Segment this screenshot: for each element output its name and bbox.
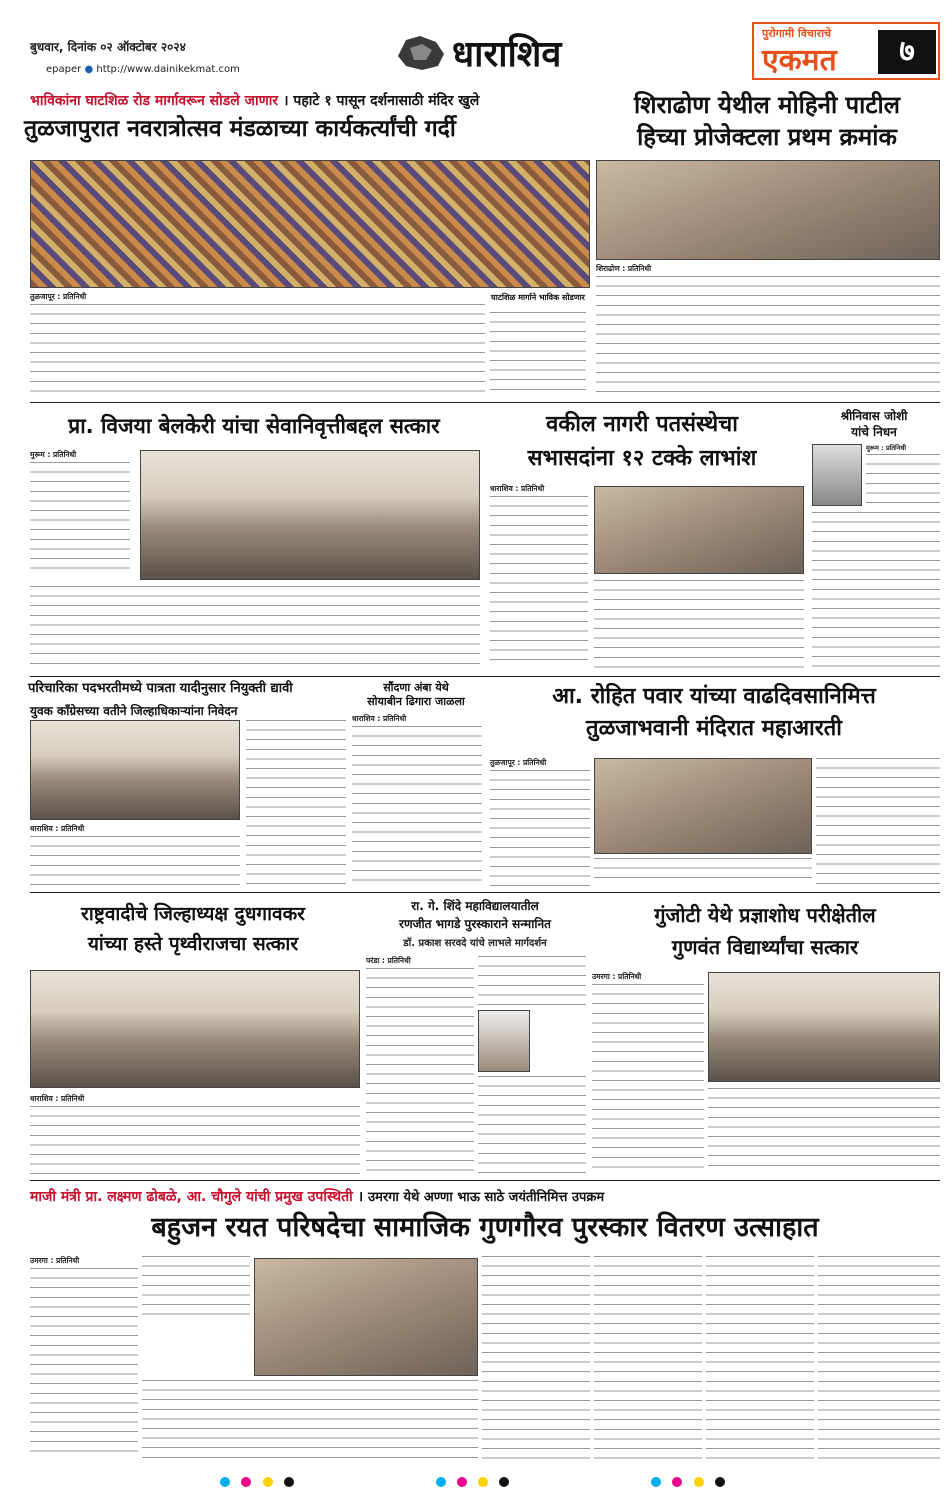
body-soundana <box>352 714 482 886</box>
text-lines <box>812 512 940 670</box>
byline-bahujan: उमरगा : प्रतिनिधी <box>30 1256 80 1265</box>
headline-rohit-2: तुळजाभवानी मंदिरात महाआरती <box>586 716 842 741</box>
body-nurse <box>30 824 240 886</box>
divider <box>30 1180 940 1181</box>
headline-nurse: परिचारिका पदभरतीमध्ये पात्रता यादीनुसार नियुक्ती द्यावी <box>28 681 293 696</box>
masthead <box>0 0 945 86</box>
headline-soundana-1: सौंदणा अंबा येथे <box>383 681 449 694</box>
photo-obituary-portrait <box>812 444 862 506</box>
photo-society-meeting <box>594 486 804 574</box>
photo-retirement-felicitation <box>140 450 480 580</box>
headline-ncp-2: यांच्या हस्ते पृथ्वीराजचा सत्कार <box>87 933 299 955</box>
text-lines <box>30 586 480 672</box>
photo-navratri-crowd <box>30 160 590 288</box>
brand-box <box>752 22 940 80</box>
text-lines <box>594 858 812 886</box>
text-lines <box>594 1256 702 1460</box>
headline-belkeri: प्रा. विजया बेलकेरी यांचा सेवानिवृत्तीबद्दल सत्कार <box>68 414 440 438</box>
byline-ncp: धाराशिव : प्रतिनिधी <box>30 1094 85 1103</box>
divider <box>30 402 940 403</box>
body-bahujan-col1 <box>30 1256 138 1460</box>
black-mark <box>715 1477 725 1487</box>
kicker-separator: । <box>357 1189 369 1205</box>
kicker-bahujan <box>30 1186 940 1208</box>
photo-award-ceremony <box>254 1258 478 1376</box>
text-lines <box>142 1380 478 1460</box>
kicker-bar <box>30 90 580 112</box>
headline-shinde-2: रणजीत भागडे पुरस्काराने सन्मानित <box>399 917 551 931</box>
text-lines <box>592 984 704 1174</box>
body-tuljapur <box>30 292 485 398</box>
text-lines <box>478 1076 586 1174</box>
text-lines <box>706 1256 814 1460</box>
kicker-left-bahujan: माजी मंत्री प्रा. लक्ष्मण ढोबळे, आ. चौगुले यांची प्रमुख उपस्थिती <box>30 1189 353 1205</box>
byline-shinde: परंडा : प्रतिनिधी <box>366 956 411 965</box>
text-lines <box>490 312 586 398</box>
text-lines <box>818 1256 940 1460</box>
headline-joshi-2: यांचे निधन <box>851 425 897 439</box>
divider <box>30 676 940 677</box>
globe-icon: ● <box>84 64 94 75</box>
photo-maha-aarti <box>594 758 812 854</box>
text-lines <box>490 770 590 886</box>
headline-joshi-1: श्रीनिवास जोशी <box>840 409 908 423</box>
brand-tagline: पुरोगामी विचाराचे <box>762 27 832 40</box>
yellow-mark <box>694 1477 704 1487</box>
yellow-mark <box>478 1477 488 1487</box>
headline-gunjoti-2: गुणवंत विद्यार्थ्यांचा सत्कार <box>671 935 859 959</box>
headline-ncp-1: राष्ट्रवादीचे जिल्हाध्यक्ष दुधगावकर <box>81 903 305 925</box>
text-lines <box>366 968 474 1174</box>
subhead-nurse: युवक काँग्रेसच्या वतीने जिल्हाधिकाऱ्यांना निवेदन <box>30 704 238 718</box>
photo-speaker-portrait <box>478 1010 530 1072</box>
photo-prithviraj-felicitation <box>30 970 360 1088</box>
page-number: ७ <box>878 30 936 74</box>
brand-logo: एकमत <box>762 43 837 78</box>
body-shiradhon <box>596 264 940 398</box>
headline-vakil-2: सभासदांना १२ टक्के लाभांश <box>527 446 757 471</box>
text-lines <box>30 1106 360 1174</box>
text-lines <box>816 758 940 886</box>
byline-joshi: मुरूम : प्रतिनिधी <box>866 444 907 452</box>
byline-nurse: धाराशिव : प्रतिनिधी <box>30 824 85 833</box>
body-rohit-col1 <box>490 758 590 886</box>
headline-soundana-2: सोयाबीन ढिगारा जाळला <box>367 695 465 708</box>
body-vakil-col1 <box>490 484 588 670</box>
text-lines <box>352 726 482 886</box>
text-lines <box>596 276 940 396</box>
headline-shinde-1: रा. गे. शिंदे महाविद्यालयातील <box>411 899 539 913</box>
text-lines <box>594 580 804 670</box>
kicker-separator: । <box>283 93 294 109</box>
text-lines <box>490 496 588 668</box>
headline-gunjoti-1: गुंजोटी येथे प्रज्ञाशोध परीक्षेतील <box>654 903 876 927</box>
body-gunjoti-col1 <box>592 972 704 1174</box>
body-ncp <box>30 1094 360 1174</box>
epaper-line <box>46 64 240 75</box>
kicker-left: भाविकांना घाटशिळ रोड मार्गावरून सोडले जाणार <box>30 93 279 109</box>
body-shinde <box>366 956 474 1174</box>
text-lines <box>30 304 485 398</box>
kicker-right: पहाटे १ पासून दर्शनासाठी मंदिर खुले <box>293 93 480 109</box>
sub-tuljapur: घाटशिळ मार्गाने भाविक सोडणार <box>491 293 585 302</box>
print-registration-marks <box>0 1472 945 1491</box>
text-lines <box>30 836 240 886</box>
subhead-shinde: डॉ. प्रकाश सरवदे यांचे लाभले मार्गदर्शन <box>403 938 547 949</box>
byline-shiradhon: शिराढोण : प्रतिनिधी <box>596 264 652 273</box>
headline-shiradhon-1: शिराढोण येथील मोहिनी पाटील <box>634 91 900 119</box>
byline-rohit: तुळजापूर : प्रतिनिधी <box>490 758 547 767</box>
edition-name: धाराशिव <box>452 34 562 75</box>
headline-shiradhon-2: हिच्या प्रोजेक्टला प्रथम क्रमांक <box>637 123 897 151</box>
divider <box>30 892 940 893</box>
text-lines <box>246 720 346 886</box>
yellow-mark <box>263 1477 273 1487</box>
text-lines <box>708 1088 940 1174</box>
headline-tuljapur: तुळजापुरात नवरात्रोत्सव मंडळाच्या कार्यकर्त्यांची गर्दी <box>24 116 456 142</box>
text-lines <box>142 1256 250 1322</box>
photo-students-felicitation <box>708 972 940 1082</box>
magenta-mark <box>457 1477 467 1487</box>
black-mark <box>499 1477 509 1487</box>
byline-vakil: धाराशिव : प्रतिनिधी <box>490 484 545 493</box>
headline-rohit-1: आ. रोहित पवार यांच्या वाढदिवसानिमित्त <box>552 684 876 709</box>
text-lines <box>866 454 940 506</box>
epaper-label: epaper <box>46 64 82 75</box>
website-link[interactable]: http://www.dainikekmat.com <box>96 64 240 75</box>
issue-date: बुधवार, दिनांक ०२ ऑक्टोबर २०२४ <box>30 40 186 54</box>
district-map-icon <box>392 26 450 74</box>
body-belkeri-col1 <box>30 450 130 574</box>
body-joshi <box>866 444 940 506</box>
text-lines <box>30 1268 138 1460</box>
byline-gunjoti: उमरगा : प्रतिनिधी <box>592 972 642 981</box>
byline-belkeri: मुरूम : प्रतिनिधी <box>30 450 77 459</box>
headline-vakil-1: वकील नागरी पतसंस्थेचा <box>546 412 738 437</box>
magenta-mark <box>241 1477 251 1487</box>
byline-soundana: धाराशिव : प्रतिनिधी <box>352 714 407 723</box>
byline-tuljapur: तुळजापूर : प्रतिनिधी <box>30 292 87 301</box>
black-mark <box>284 1477 294 1487</box>
text-lines <box>478 956 586 1006</box>
magenta-mark <box>672 1477 682 1487</box>
text-lines <box>482 1256 590 1460</box>
cyan-mark <box>220 1477 230 1487</box>
text-lines <box>30 462 130 572</box>
kicker-right-bahujan: उमरगा येथे अण्णा भाऊ साठे जयंतीनिमित्त उपक्रम <box>368 1190 605 1205</box>
cyan-mark <box>436 1477 446 1487</box>
photo-award-stage <box>596 160 940 260</box>
cyan-mark <box>651 1477 661 1487</box>
photo-memorandum <box>30 720 240 820</box>
headline-bahujan: बहुजन रयत परिषदेचा सामाजिक गुणगौरव पुरस्कार वितरण उत्साहात <box>151 1212 819 1243</box>
